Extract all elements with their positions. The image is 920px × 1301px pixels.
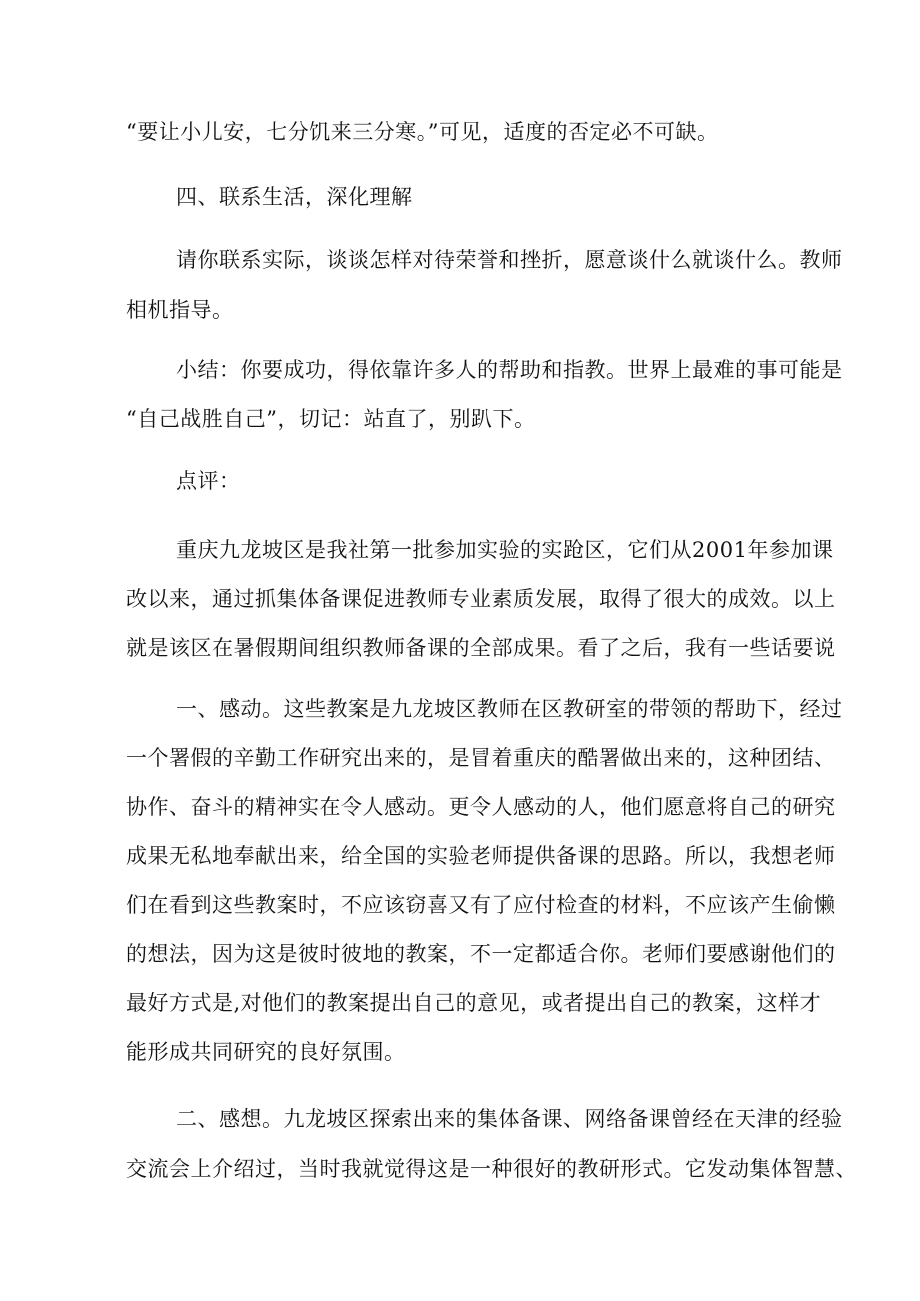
text-line: 请你联系实际，谈谈怎样对待荣誉和挫折，愿意谈什么就谈什么。教师 [176,248,843,272]
text-line: 最好方式是,对他们的教案提出自己的意见，或者提出自己的教案，这样才 [126,991,822,1015]
text-line: 小结：你要成功，得依靠许多人的帮助和指教。世界上最难的事可能是 [176,358,843,382]
text-line: 成果无私地奉献出来，给全国的实验老师提供备课的思路。所以，我想老师 [126,844,836,868]
text-line: 改以来，通过抓集体备课促进教师专业素质发展，取得了很大的成效。以上 [126,587,836,611]
text-line: 一个署假的辛勤工作研究出来的，是冒着重庆的酷署做出来的，这种团结、 [126,746,836,770]
text-line: 一、感动。这些教案是九龙坡区教师在区教研室的带领的帮助下，经过 [176,697,843,721]
text-line: 交流会上介绍过，当时我就觉得这是一种很好的教研形式。它发动集体智慧、 [126,1157,857,1181]
text-line: 就是该区在暑假期间组织教师备课的全部成果。看了之后，我有一些话要说 [126,636,836,660]
text-line: 二、感想。九龙坡区探索出来的集体备课、网络备课曾经在天津的经验 [176,1107,843,1131]
text-line: 能形成共同研究的良好氛围。 [126,1040,406,1064]
section-heading: 四、联系生活，深化理解 [176,185,413,209]
text-line: 们在看到这些教案时，不应该窃喜又有了应付检查的材料，不应该产生偷懒 [126,893,836,917]
text-line: 的想法，因为这是彼时彼地的教案，不一定都适合你。老师们要感谢他们的 [126,942,836,966]
text-line: 协作、奋斗的精神实在令人感动。更令人感动的人，他们愿意将自己的研究 [126,795,836,819]
review-heading: 点评： [176,469,241,493]
text-line: 相机指导。 [126,298,234,322]
text-line: “要让小儿安，七分饥来三分寒。”可见，适度的否定必不可缺。 [126,120,719,144]
text-line: “自己战胜自己”，切记：站直了，别趴下。 [126,407,536,431]
text-line: 重庆九龙坡区是我社第一批参加实验的实跄区，它们从2001年参加课 [176,538,834,562]
